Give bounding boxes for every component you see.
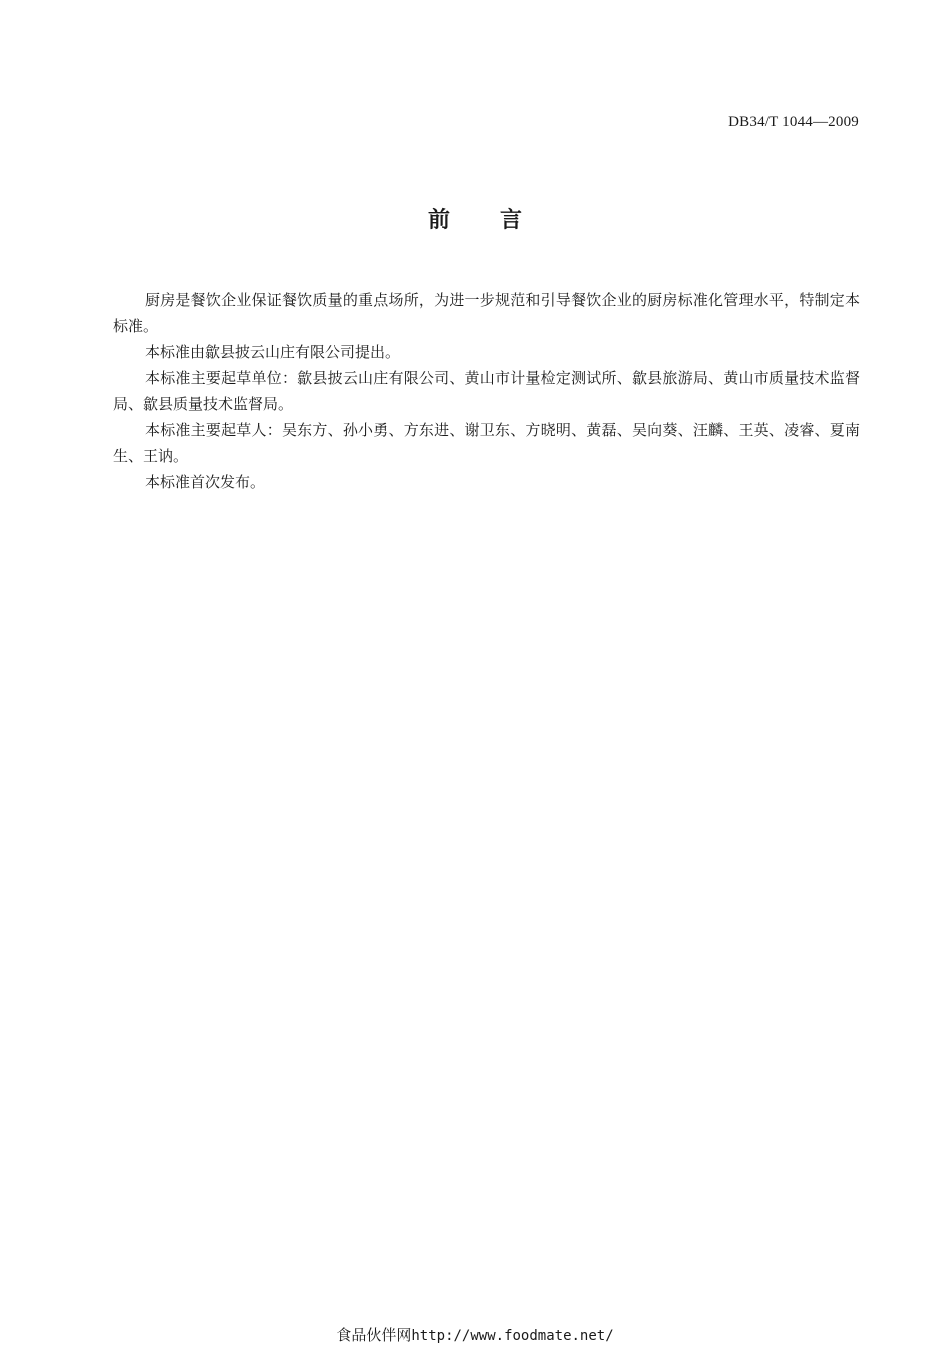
- paragraph-purpose: 厨房是餐饮企业保证餐饮质量的重点场所，为进一步规范和引导餐饮企业的厨房标准化管理水平，特制定本标准。: [113, 291, 860, 335]
- paragraph-first-release: 本标准首次发布。: [145, 473, 266, 491]
- title-char-2: 言: [500, 208, 523, 233]
- footer-site-name: 食品伙伴网: [336, 1326, 412, 1344]
- title-char-1: 前: [427, 208, 450, 233]
- paragraph-proposer: 本标准由歙县披云山庄有限公司提出。: [145, 343, 401, 361]
- paragraph-drafters: 本标准主要起草人：吴东方、孙小勇、方东进、谢卫东、方晓明、黄磊、吴向葵、汪麟、王英、凌睿、夏南生、王讷。: [113, 421, 860, 465]
- document-code: DB34/T 1044—2009: [728, 114, 859, 130]
- footer-watermark: [0, 1324, 950, 1345]
- page-title: [0, 203, 950, 234]
- footer-url-link[interactable]: http://www.foodmate.net/: [411, 1328, 614, 1344]
- paragraph-drafting-units: 本标准主要起草单位：歙县披云山庄有限公司、黄山市计量检定测试所、歙县旅游局、黄山市质量技术监督局、歙县质量技术监督局。: [113, 369, 860, 413]
- foreword-body: [113, 287, 860, 495]
